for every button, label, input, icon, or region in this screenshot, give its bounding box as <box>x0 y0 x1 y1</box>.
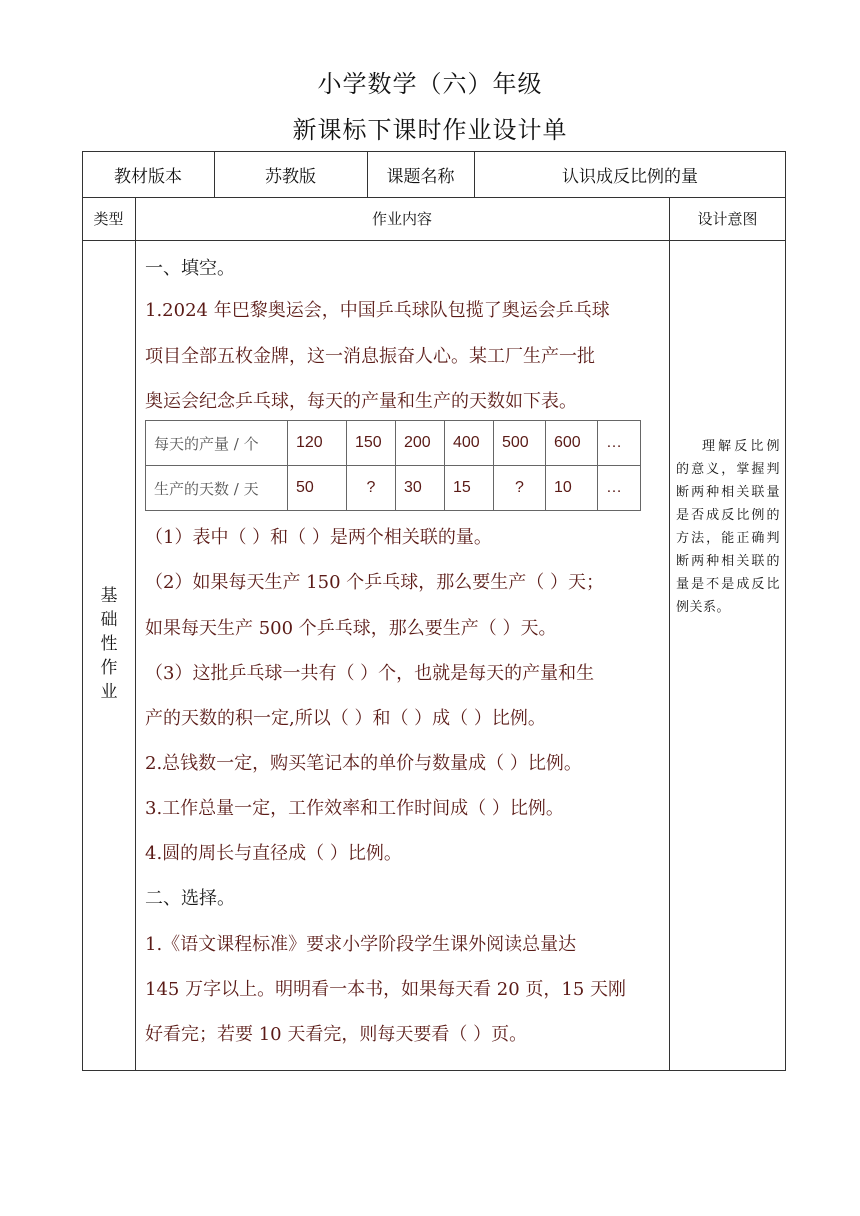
page-title-form: 新课标下课时作业设计单 <box>292 116 568 144</box>
q1-text-line: 1.2024 年巴黎奥运会，中国乒乓球队包揽了奥运会乒乓球 <box>145 300 610 321</box>
q4-text: 4.圆的周长与直径成（ ）比例。 <box>145 843 402 864</box>
column-header-type: 类型 <box>93 210 124 228</box>
choice1-text-line: 145 万字以上。明明看一本书，如果每天看 20 页，15 天刚 <box>145 979 627 1000</box>
q1-sub2: 如果每天生产 500 个乒乓球，那么要生产（ ）天。 <box>145 618 557 639</box>
table-cell: 600 <box>546 421 598 466</box>
table-cell: 10 <box>546 466 598 511</box>
table-cell: 150 <box>347 421 396 466</box>
q1-sub1: （1）表中（ ）和（ ）是两个相关联的量。 <box>145 527 492 548</box>
table-cell: 200 <box>396 421 445 466</box>
table-cell: … <box>598 466 641 511</box>
q1-text-line: 奥运会纪念乒乓球，每天的产量和生产的天数如下表。 <box>145 391 577 412</box>
design-intent-text: 理解反比例的意义，掌握判断两种相关联量是否成反比例的方法，能正确判断两种相关联的量是不是成反比例关系。 <box>676 439 780 615</box>
topic-value: 认识成反比例的量 <box>562 166 698 187</box>
table-cell: … <box>598 421 641 466</box>
row-label-days: 生产的天数 / 天 <box>146 466 288 511</box>
q3-text: 3.工作总量一定，工作效率和工作时间成（ ）比例。 <box>145 798 564 819</box>
table-cell: 500 <box>494 421 546 466</box>
section-multiple-choice: 二、选择。 <box>145 888 235 909</box>
topic-label: 课题名称 <box>386 166 455 187</box>
category-label: 基 础 性 作 业 <box>100 586 118 702</box>
choice1-text-line: 好看完；若要 10 天看完，则每天要看（ ）页。 <box>145 1024 528 1045</box>
column-header-intent: 设计意图 <box>697 210 758 228</box>
choice1-text-line: 1.《语文课程标准》要求小学阶段学生课外阅读总量达 <box>145 934 577 955</box>
column-header-content: 作业内容 <box>371 210 432 228</box>
type-col-divider <box>135 197 136 1071</box>
table-cell: 120 <box>288 421 347 466</box>
table-cell-unknown: ? <box>347 466 396 511</box>
table-cell-unknown: ? <box>494 466 546 511</box>
q1-sub3: 产的天数的积一定,所以（ ）和（ ）成（ ）比例。 <box>145 708 546 729</box>
table-row <box>146 466 641 511</box>
table-cell: 30 <box>396 466 445 511</box>
page-title-grade: 小学数学（六）年级 <box>317 70 543 98</box>
table-row <box>146 421 641 466</box>
table-cell: 15 <box>445 466 494 511</box>
table-cell: 400 <box>445 421 494 466</box>
textbook-label: 教材版本 <box>114 166 182 187</box>
q1-sub3: （3）这批乒乓球一共有（ ）个，也就是每天的产量和生 <box>145 663 595 684</box>
production-table <box>145 420 641 511</box>
column-header-divider <box>82 240 786 241</box>
table-cell: 50 <box>288 466 347 511</box>
row-label-daily-output: 每天的产量 / 个 <box>146 421 288 466</box>
section-fill-blank: 一、填空。 <box>145 258 235 279</box>
q1-sub2: （2）如果每天生产 150 个乒乓球，那么要生产（ ）天； <box>145 572 604 593</box>
textbook-value: 苏教版 <box>265 166 316 187</box>
intent-col-divider <box>669 197 670 1071</box>
q1-text-line: 项目全部五枚金牌，这一消息振奋人心。某工厂生产一批 <box>145 346 595 367</box>
q2-text: 2.总钱数一定，购买笔记本的单价与数量成（ ）比例。 <box>145 753 582 774</box>
